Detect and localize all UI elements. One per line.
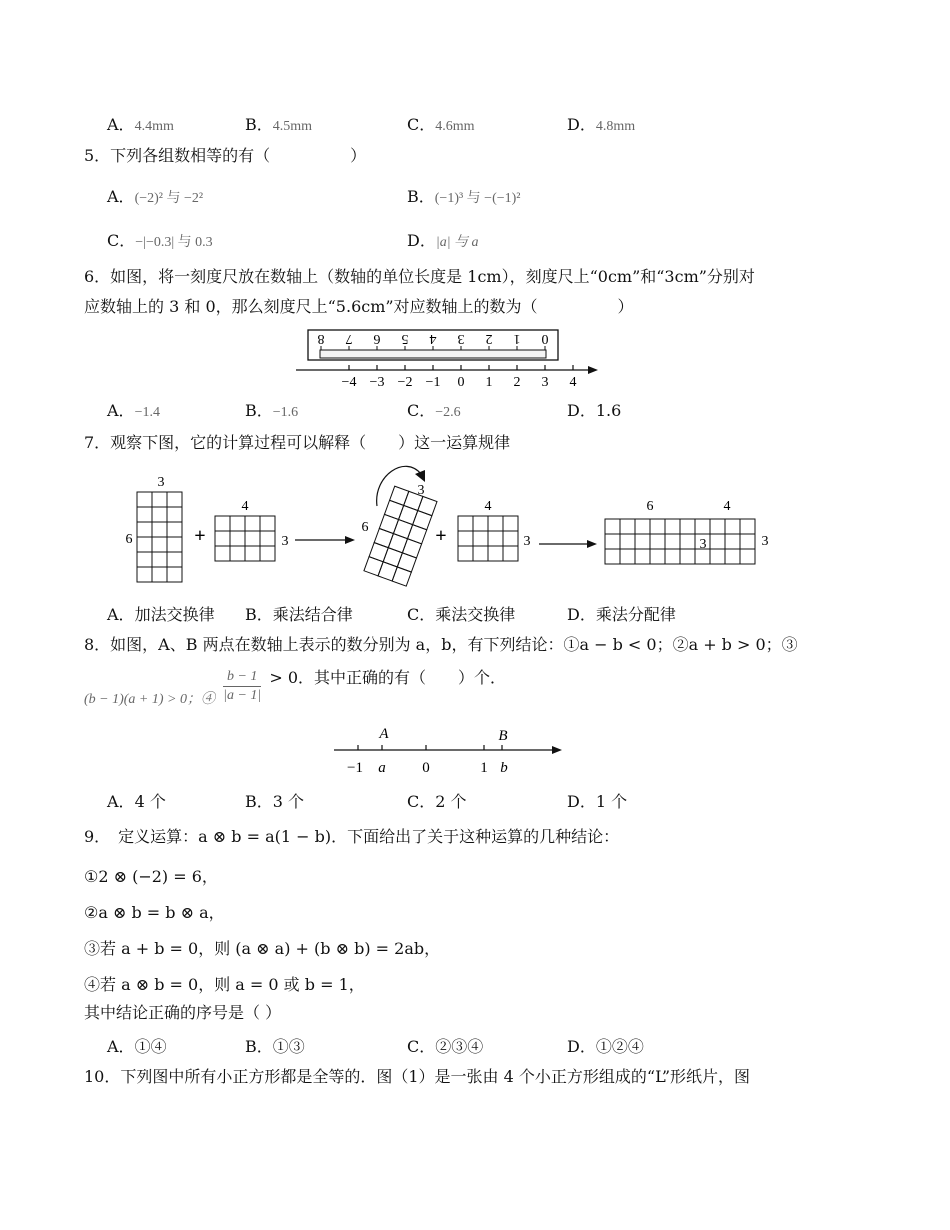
option-text: 1.6 <box>595 401 622 420</box>
grid-rotated-cell <box>369 543 388 562</box>
ruler-tick-label: 1 <box>513 331 521 346</box>
option-text: 4.8mm <box>595 119 636 134</box>
q8-option-d[interactable] <box>567 789 627 812</box>
grid-rotated-cell <box>378 562 397 581</box>
grid-3x6-cell <box>167 552 182 567</box>
grid-4x3-a-cell <box>245 531 260 546</box>
ruler-number-line-figure <box>290 326 610 392</box>
option-text: 4.5mm <box>272 119 313 134</box>
grid-10x3-cell <box>635 519 650 534</box>
q5-option-b[interactable] <box>407 184 521 207</box>
q8-stem-line2 <box>84 668 506 712</box>
option-text: 乘法结合律 <box>272 605 353 624</box>
g2-top-label: 4 <box>241 499 249 514</box>
grid-10x3-cell <box>740 519 755 534</box>
grid-rotated-cell <box>418 496 437 515</box>
option-key: D． <box>407 231 436 250</box>
option-key: A． <box>107 115 135 134</box>
option-key: B． <box>245 115 273 134</box>
option-key: C． <box>407 115 436 134</box>
g5-top-right-label: 4 <box>723 499 731 514</box>
q9-ask: 其中结论正确的序号是（ ） <box>84 1003 282 1022</box>
grid-10x3-cell <box>680 549 695 564</box>
q7-stem: 7．观察下图，它的计算过程可以解释（ ）这一运算规律 <box>84 433 511 452</box>
option-key: C． <box>407 1037 436 1056</box>
option-key: B． <box>245 605 273 624</box>
grid-4x3-b-cell <box>503 516 518 531</box>
grid-rotated-cell <box>402 539 421 558</box>
grid-10x3-cell <box>695 519 710 534</box>
grid-10x3-cell <box>725 534 740 549</box>
option-key: B． <box>245 1037 273 1056</box>
option-key: C． <box>407 605 436 624</box>
ruler-tick-label: 2 <box>485 331 493 346</box>
grid-10x3-cell <box>680 519 695 534</box>
g3-top-label: 3 <box>417 483 425 498</box>
q9-item-1: ①2 ⊗ (−2) = 6， <box>84 867 218 886</box>
grid-4x3-a-cell <box>245 516 260 531</box>
axis-tick-label: 4 <box>569 375 577 390</box>
ab-number-line-figure <box>330 720 570 780</box>
q7-option-d[interactable] <box>567 602 676 625</box>
grid-10x3-cell <box>665 534 680 549</box>
option-text: 4.6mm <box>435 119 475 134</box>
grid-10x3-cell <box>665 549 680 564</box>
plus-sign-2: + <box>435 525 447 547</box>
rotation-arrow <box>377 466 421 506</box>
ruler-inner-band <box>320 350 546 358</box>
grid-4x3-b-cell <box>503 531 518 546</box>
axis-tick-label: −1 <box>425 375 441 390</box>
q9-stem: 9． 定义运算：a ⊗ b = a(1 − b)．下面给出了关于这种运算的几种结论： <box>84 827 620 846</box>
grid-10x3-cell <box>635 549 650 564</box>
grid-3x6-cell <box>152 492 167 507</box>
grid-4x3-b-cell <box>458 546 473 561</box>
q6-option-c[interactable] <box>407 398 461 421</box>
axis-tick-label: 1 <box>485 375 493 390</box>
q6-stem-line1: 6．如图，将一刻度尺放在数轴上（数轴的单位长度是 1cm），刻度尺上“0cm”和“3cm”分别对 <box>84 267 755 286</box>
grid-4x3-a-cell <box>230 516 245 531</box>
grid-10x3-cell <box>605 519 620 534</box>
grid-rotated-cell <box>364 557 383 576</box>
grid-10x3-cell <box>740 549 755 564</box>
grid-10x3-cell <box>650 549 665 564</box>
grid-10x3-cell <box>710 519 725 534</box>
tick-label-0: 0 <box>422 760 430 776</box>
grid-4x3-a-cell <box>230 531 245 546</box>
option-expr: (−2)² 与 −2² <box>134 191 204 206</box>
plus-sign-1: + <box>194 525 206 547</box>
grid-3x6-cell <box>152 507 167 522</box>
option-key: C． <box>407 792 436 811</box>
g1-side-label: 6 <box>125 532 133 547</box>
grid-rotated-cell <box>390 486 409 505</box>
ruler-tick-label: 7 <box>345 331 353 346</box>
grid-rotated-cell <box>397 553 416 572</box>
grid-10x3-cell <box>710 549 725 564</box>
grid-rotated-cell <box>374 528 393 547</box>
g4-top-label: 4 <box>484 499 492 514</box>
option-key: A． <box>107 401 135 420</box>
q8-expr-3: (b − 1)(a + 1) > 0；④ <box>84 692 215 707</box>
q8-option-b[interactable] <box>245 789 304 812</box>
option-text: ②③④ <box>435 1037 484 1056</box>
grid-10x3-cell <box>605 534 620 549</box>
grid-4x3-b-cell <box>503 546 518 561</box>
q4-option-c[interactable] <box>407 112 475 135</box>
option-text: ①③ <box>272 1037 305 1056</box>
ruler-tick-label: 4 <box>429 331 437 346</box>
option-text: 4 个 <box>134 792 166 811</box>
q8-fraction <box>223 668 261 705</box>
tick-label-a: a <box>378 760 386 776</box>
q8-option-a[interactable] <box>107 789 166 812</box>
g2-side-label: 3 <box>281 534 289 549</box>
ruler-tick-label: 3 <box>457 331 465 346</box>
grid-4x3-b-cell <box>488 546 503 561</box>
g5-mid-label: 3 <box>699 537 707 552</box>
option-text: 乘法分配律 <box>595 605 676 624</box>
grid-3x6-cell <box>167 507 182 522</box>
option-key: A． <box>107 1037 135 1056</box>
grid-4x3-b-cell <box>473 546 488 561</box>
q5-option-a[interactable] <box>107 184 203 207</box>
grid-4x3-a-cell <box>260 531 275 546</box>
q8-stem-line1: 8．如图，A、B 两点在数轴上表示的数分别为 a，b，有下列结论：①a − b < 0；②a + b > 0；③ <box>84 635 798 654</box>
fraction-denominator: |a − 1| <box>223 688 262 703</box>
q9-item-4: ④若 a ⊗ b = 0，则 a = 0 或 b = 1， <box>84 975 365 994</box>
q7-option-c[interactable] <box>407 602 515 625</box>
grid-10x3-cell <box>650 519 665 534</box>
q10-stem: 10．下列图中所有小正方形都是全等的．图（1）是一张由 4 个小正方形组成的“L”形纸片，图 <box>84 1067 751 1086</box>
q6-stem-line2: 应数轴上的 3 和 0，那么刻度尺上“5.6cm”对应数轴上的数为（ ） <box>84 297 634 316</box>
option-text: 4.4mm <box>134 119 174 134</box>
grid-10x3-cell <box>680 534 695 549</box>
grid-rotated-cell <box>384 500 403 519</box>
g5-side-label: 3 <box>761 534 769 549</box>
grid-4x3-a-cell <box>215 516 230 531</box>
grid-4x3-a-cell <box>260 546 275 561</box>
grid-4x3-b-cell <box>458 531 473 546</box>
axis-tick-label: 2 <box>513 375 521 390</box>
grid-10x3-cell <box>650 534 665 549</box>
option-key: A． <box>107 187 135 206</box>
option-text: 1 个 <box>595 792 628 811</box>
option-key: D． <box>567 792 596 811</box>
grid-10x3-cell <box>605 549 620 564</box>
tick-label-neg1: −1 <box>347 760 363 776</box>
arrow-2-head <box>587 540 597 548</box>
option-text: ①④ <box>134 1037 167 1056</box>
g5-top-left-label: 6 <box>646 499 654 514</box>
option-key: D． <box>567 605 596 624</box>
grid-4x3-a-cell <box>230 546 245 561</box>
grid-3x6-cell <box>137 567 152 582</box>
option-text: −1.6 <box>272 405 299 420</box>
ruler-tick-label: 6 <box>373 331 381 346</box>
grid-rotated-cell <box>408 525 427 544</box>
q9-option-d[interactable] <box>567 1034 644 1057</box>
grid-10x3-cell <box>740 534 755 549</box>
option-expr: (−1)³ 与 −(−1)² <box>434 191 521 206</box>
option-text: −2.6 <box>435 405 461 420</box>
q7-option-b[interactable] <box>245 602 353 625</box>
grid-3x6-cell <box>152 522 167 537</box>
option-key: D． <box>567 1037 596 1056</box>
axis-tick-label: 3 <box>541 375 549 390</box>
q9-item-2: ②a ⊗ b = b ⊗ a， <box>84 903 225 922</box>
q4-option-b[interactable] <box>245 112 312 135</box>
q5-option-d[interactable] <box>407 228 479 251</box>
rotation-arrow-head <box>415 470 425 482</box>
tick-label-1: 1 <box>480 760 488 776</box>
option-key: B． <box>245 792 273 811</box>
grid-rotated-cell <box>392 567 411 586</box>
option-key: D． <box>567 115 596 134</box>
grid-rotated-cell <box>413 511 432 530</box>
grid-4x3-a-cell <box>215 531 230 546</box>
q5-stem: 5．下列各组数相等的有（ ） <box>84 146 367 165</box>
option-key: D． <box>567 401 596 420</box>
q5-option-c[interactable] <box>107 228 213 251</box>
g3-side-label: 6 <box>361 520 369 535</box>
grid-4x3-b-cell <box>488 516 503 531</box>
q8-stem-tail: > 0．其中正确的有（ ）个． <box>269 668 507 687</box>
grid-3x6-cell <box>137 537 152 552</box>
option-text: 2 个 <box>435 792 467 811</box>
grid-4x3-a-cell <box>260 516 275 531</box>
grid-rotated-cell <box>399 505 418 524</box>
option-key: C． <box>107 231 136 250</box>
arrow-1-head <box>345 536 355 544</box>
grid-10x3-cell <box>725 549 740 564</box>
option-text: 乘法交换律 <box>435 605 516 624</box>
ruler-tick-label: 0 <box>541 331 549 346</box>
grid-10x3-cell <box>725 519 740 534</box>
q9-option-b[interactable] <box>245 1034 305 1057</box>
option-key: B． <box>245 401 273 420</box>
grid-3x6-cell <box>137 522 152 537</box>
option-expr: −|−0.3| 与 0.3 <box>135 235 213 250</box>
fraction-numerator: b − 1 <box>223 668 261 687</box>
option-text: 加法交换律 <box>134 605 215 624</box>
grid-3x6-cell <box>167 522 182 537</box>
option-key: B． <box>407 187 435 206</box>
q7-option-a[interactable] <box>107 602 215 625</box>
grid-4x3-b-cell <box>473 516 488 531</box>
grid-3x6-cell <box>167 567 182 582</box>
option-key: A． <box>107 605 135 624</box>
q9-option-c[interactable] <box>407 1034 483 1057</box>
q6-option-a[interactable] <box>107 398 160 421</box>
area-model-figure <box>115 456 785 596</box>
q6-option-d[interactable] <box>567 398 621 421</box>
option-text: ①②④ <box>595 1037 644 1056</box>
grid-4x3-b-cell <box>473 531 488 546</box>
g1-top-label: 3 <box>157 475 165 490</box>
grid-4x3-a-cell <box>215 546 230 561</box>
option-key: A． <box>107 792 135 811</box>
axis-tick-label: −2 <box>397 375 413 390</box>
grid-3x6-cell <box>152 552 167 567</box>
grid-rotated-cell <box>388 534 407 553</box>
grid-rotated-cell <box>393 520 412 539</box>
grid-10x3-cell <box>635 534 650 549</box>
grid-4x3-a-cell <box>245 546 260 561</box>
q8-option-c[interactable] <box>407 789 467 812</box>
grid-rotated-cell <box>379 514 398 533</box>
option-text: 3 个 <box>272 792 305 811</box>
q6-option-b[interactable] <box>245 398 298 421</box>
grid-10x3-cell <box>665 519 680 534</box>
grid-4x3-b-cell <box>458 516 473 531</box>
ab-axis-arrow <box>552 746 562 754</box>
q9-option-a[interactable] <box>107 1034 167 1057</box>
grid-10x3-cell <box>710 534 725 549</box>
ruler-tick-label: 8 <box>317 331 325 346</box>
grid-10x3-cell <box>620 549 635 564</box>
tick-label-b: b <box>500 760 508 776</box>
axis-tick-label: 0 <box>457 375 465 390</box>
ruler-tick-label: 5 <box>401 331 409 346</box>
number-line-arrow <box>588 366 598 374</box>
grid-3x6-cell <box>137 507 152 522</box>
grid-4x3-b-cell <box>488 531 503 546</box>
grid-3x6-cell <box>167 492 182 507</box>
option-text: −1.4 <box>134 405 160 420</box>
grid-3x6-cell <box>137 552 152 567</box>
grid-10x3-cell <box>620 519 635 534</box>
option-key: C． <box>407 401 436 420</box>
axis-tick-label: −4 <box>341 375 357 390</box>
grid-rotated-cell <box>383 548 402 567</box>
option-expr: |a| 与 a <box>435 235 479 250</box>
grid-3x6-cell <box>152 537 167 552</box>
grid-3x6-cell <box>137 492 152 507</box>
axis-tick-label: −3 <box>369 375 385 390</box>
q9-item-3: ③若 a + b = 0，则 (a ⊗ a) + (b ⊗ b) = 2ab， <box>84 939 441 958</box>
point-b-label: B <box>498 728 508 744</box>
grid-10x3-cell <box>620 534 635 549</box>
point-a-label: A <box>379 726 389 742</box>
q4-option-d[interactable] <box>567 112 635 135</box>
q4-option-a[interactable] <box>107 112 174 135</box>
grid-3x6-cell <box>152 567 167 582</box>
grid-3x6-cell <box>167 537 182 552</box>
g4-side-label: 3 <box>523 534 531 549</box>
